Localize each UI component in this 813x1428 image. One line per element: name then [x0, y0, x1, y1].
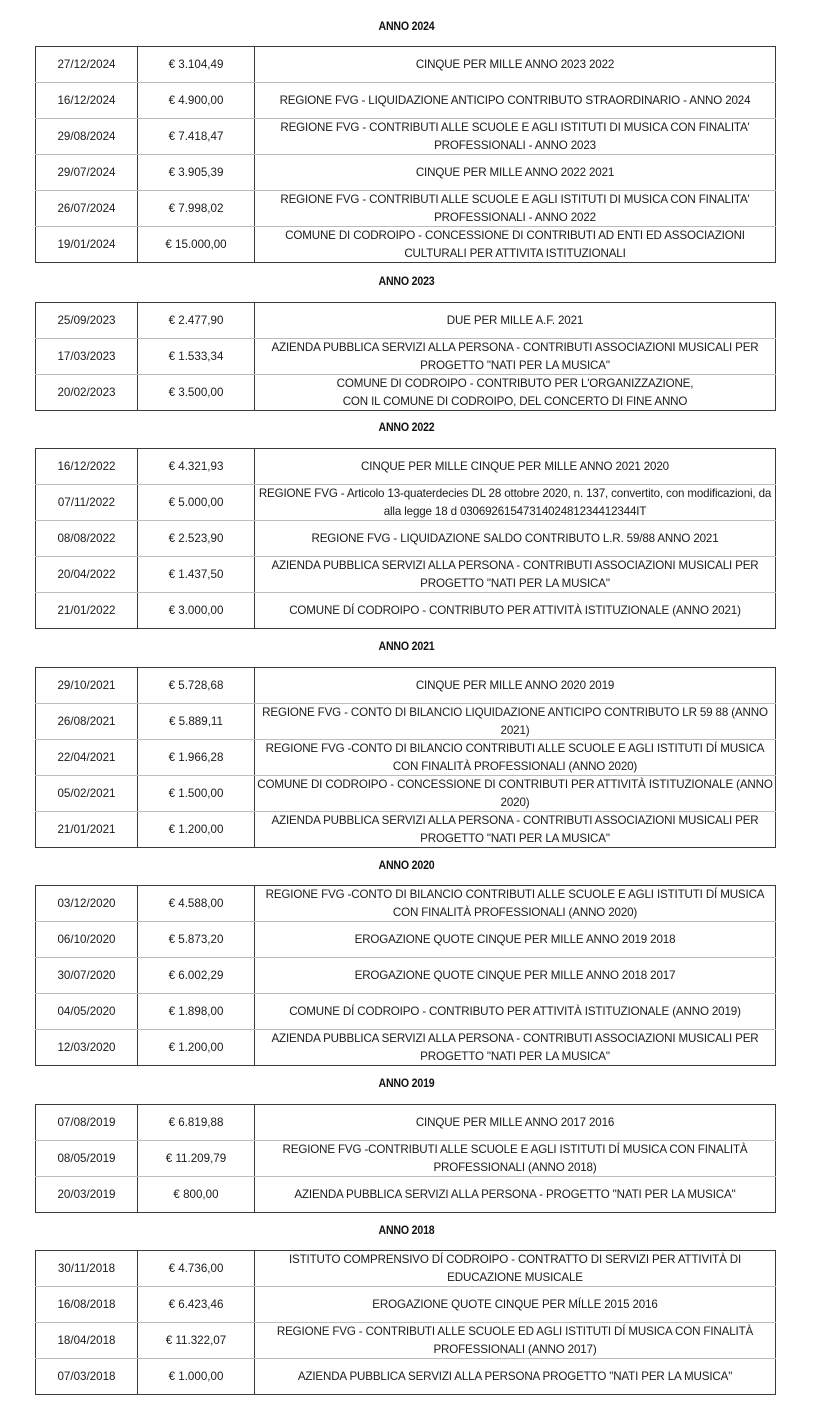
amount-cell: € 6.002,29	[138, 958, 255, 994]
description-cell: REGIONE FVG - LIQUIDAZIONE SALDO CONTRIBUTO L.R. 59/88 ANNO 2021	[255, 521, 776, 557]
description-cell: REGIONE FVG - Articolo 13-quaterdecies DL 28 ottobre 2020, n. 137, convertito, con modificazioni, da alla legge 18 d 0306926154731402481234412344IT	[255, 485, 776, 521]
table-row	[36, 922, 776, 958]
description-cell: ISTITUTO COMPRENSIVO DÍ CODROIPO - CONTRATTO DI SERVIZI PER ATTIVITÀ DI EDUCAZIONE MUSICALE	[255, 1251, 776, 1287]
date-cell: 30/11/2018	[36, 1251, 138, 1287]
amount-cell: € 4.321,93	[138, 449, 255, 485]
description-cell: DUE PER MILLE A.F. 2021	[255, 303, 776, 339]
date-cell: 25/09/2023	[36, 303, 138, 339]
amount-cell: € 15.000,00	[138, 227, 255, 263]
table-row	[36, 668, 776, 704]
description-cell: EROGAZIONE QUOTE CINQUE PER MILLE ANNO 2018 2017	[255, 958, 776, 994]
amount-cell: € 11.209,79	[138, 1141, 255, 1177]
description-cell: AZIENDA PUBBLICA SERVIZI ALLA PERSONA PROGETTO "NATI PER LA MUSICA"	[255, 1359, 776, 1395]
amount-cell: € 1.200,00	[138, 812, 255, 848]
description-cell: EROGAZIONE QUOTE CINQUE PER MÍLLE 2015 2016	[255, 1287, 776, 1323]
year-heading-2021: ANNO 2021	[378, 641, 435, 653]
table-row	[36, 303, 776, 339]
date-cell: 22/04/2021	[36, 740, 138, 776]
year-heading-2018: ANNO 2018	[378, 1225, 435, 1237]
description-cell: REGIONE FVG -CONTRIBUTI ALLE SCUOLE E AGLI ISTITUTI DÍ MUSICA CON FINALITÀ PROFESSIONALI (ANNO 2018)	[255, 1141, 776, 1177]
funds-table-2019	[35, 1104, 776, 1213]
table-row	[36, 1287, 776, 1323]
table-row	[36, 339, 776, 375]
date-cell: 19/01/2024	[36, 227, 138, 263]
amount-cell: € 1.200,00	[138, 1030, 255, 1066]
table-row	[36, 1359, 776, 1395]
table-row	[36, 375, 776, 411]
table-row	[36, 227, 776, 263]
description-cell: REGIONE FVG - LIQUIDAZIONE ANTICIPO CONTRIBUTO STRAORDINARIO - ANNO 2024	[255, 83, 776, 119]
year-heading-2020: ANNO 2020	[378, 860, 435, 872]
amount-cell: € 3.000,00	[138, 593, 255, 629]
date-cell: 17/03/2023	[36, 339, 138, 375]
date-cell: 16/12/2022	[36, 449, 138, 485]
date-cell: 16/08/2018	[36, 1287, 138, 1323]
year-heading-2022: ANNO 2022	[378, 422, 435, 434]
description-cell: CINQUE PER MILLE CINQUE PER MILLE ANNO 2021 2020	[255, 449, 776, 485]
date-cell: 29/10/2021	[36, 668, 138, 704]
table-row	[36, 485, 776, 521]
year-heading-2023: ANNO 2023	[378, 276, 435, 288]
date-cell: 05/02/2021	[36, 776, 138, 812]
date-cell: 06/10/2020	[36, 922, 138, 958]
amount-cell: € 7.418,47	[138, 119, 255, 155]
table-row	[36, 449, 776, 485]
date-cell: 20/04/2022	[36, 557, 138, 593]
description-cell: COMUNE DÍ CODROIPO - CONTRIBUTO PER ATTIVITÀ ISTITUZIONALE (ANNO 2019)	[255, 994, 776, 1030]
amount-cell: € 11.322,07	[138, 1323, 255, 1359]
date-cell: 08/08/2022	[36, 521, 138, 557]
description-cell: AZIENDA PUBBLICA SERVIZI ALLA PERSONA - CONTRIBUTI ASSOCIAZIONI MUSICALI PER PROGETTO "NATI PER LA MUSICA"	[255, 557, 776, 593]
description-cell: COMUNE DI CODROIPO - CONCESSIONE DI CONTRIBUTI PER ATTIVITÀ ISTITUZIONALE (ANNO 2020)	[255, 776, 776, 812]
date-cell: 07/08/2019	[36, 1105, 138, 1141]
amount-cell: € 1.533,34	[138, 339, 255, 375]
amount-cell: € 6.423,46	[138, 1287, 255, 1323]
description-cell: AZIENDA PUBBLICA SERVIZI ALLA PERSONA - PROGETTO "NATI PER LA MUSICA"	[255, 1177, 776, 1213]
amount-cell: € 1.966,28	[138, 740, 255, 776]
table-row	[36, 812, 776, 848]
funds-table-2018	[35, 1250, 776, 1395]
amount-cell: € 4.900,00	[138, 83, 255, 119]
description-cell: REGIONE FVG -CONTO DI BILANCIO CONTRIBUTI ALLE SCUOLE E AGLI ISTITUTI DÍ MUSICA CON FINALITÀ PROFESSIONALI (ANNO 2020)	[255, 740, 776, 776]
date-cell: 21/01/2021	[36, 812, 138, 848]
amount-cell: € 6.819,88	[138, 1105, 255, 1141]
description-cell: COMUNE DI CODROIPO - CONCESSIONE DI CONTRIBUTI AD ENTI ED ASSOCIAZIONI CULTURALI PER ATTIVITA ISTITUZIONALI	[255, 227, 776, 263]
description-cell: CINQUE PER MILLE ANNO 2020 2019	[255, 668, 776, 704]
date-cell: 27/12/2024	[36, 47, 138, 83]
description-cell: CINQUE PER MILLE ANNO 2022 2021	[255, 155, 776, 191]
table-row	[36, 1105, 776, 1141]
date-cell: 08/05/2019	[36, 1141, 138, 1177]
description-cell: CINQUE PER MILLE ANNO 2017 2016	[255, 1105, 776, 1141]
date-cell: 07/03/2018	[36, 1359, 138, 1395]
description-cell: AZIENDA PUBBLICA SERVIZI ALLA PERSONA - CONTRIBUTI ASSOCIAZIONI MUSICALI PER PROGETTO "NATI PER LA MUSICA"	[255, 339, 776, 375]
table-row	[36, 1030, 776, 1066]
date-cell: 03/12/2020	[36, 886, 138, 922]
table-row	[36, 740, 776, 776]
funds-table-2020	[35, 885, 776, 1066]
date-cell: 20/02/2023	[36, 375, 138, 411]
description-cell: REGIONE FVG - CONTRIBUTI ALLE SCUOLE E AGLI ISTITUTI DI MUSICA CON FINALITA' PROFESSIONALI - ANNO 2023	[255, 119, 776, 155]
amount-cell: € 3.905,39	[138, 155, 255, 191]
funds-table-2022	[35, 448, 776, 629]
table-row	[36, 521, 776, 557]
description-cell: AZIENDA PUBBLICA SERVIZI ALLA PERSONA - CONTRIBUTI ASSOCIAZIONI MUSICALI PER PROGETTO "NATI PER LA MUSICA"	[255, 1030, 776, 1066]
date-cell: 26/08/2021	[36, 704, 138, 740]
amount-cell: € 2.477,90	[138, 303, 255, 339]
description-cell: COMUNE DI CODROIPO - CONTRIBUTO PER L'ORGANIZZAZIONE, CON IL COMUNE DI CODROIPO, DEL CONCERTO DI FINE ANNO	[255, 375, 776, 411]
funds-table-2021	[35, 667, 776, 848]
amount-cell: € 5.000,00	[138, 485, 255, 521]
amount-cell: € 1.898,00	[138, 994, 255, 1030]
table-row	[36, 47, 776, 83]
amount-cell: € 1.437,50	[138, 557, 255, 593]
date-cell: 21/01/2022	[36, 593, 138, 629]
description-cell: REGIONE FVG - CONTO DI BILANCIO LIQUIDAZIONE ANTICIPO CONTRIBUTO LR 59 88 (ANNO 2021)	[255, 704, 776, 740]
amount-cell: € 5.873,20	[138, 922, 255, 958]
amount-cell: € 800,00	[138, 1177, 255, 1213]
description-cell: COMUNE DÍ CODROIPO - CONTRIBUTO PER ATTIVITÀ ISTITUZIONALE (ANNO 2021)	[255, 593, 776, 629]
description-cell: CINQUE PER MILLE ANNO 2023 2022	[255, 47, 776, 83]
date-cell: 26/07/2024	[36, 191, 138, 227]
year-heading-2024: ANNO 2024	[378, 21, 435, 33]
date-cell: 20/03/2019	[36, 1177, 138, 1213]
amount-cell: € 5.889,11	[138, 704, 255, 740]
table-row	[36, 704, 776, 740]
table-row	[36, 155, 776, 191]
description-cell: REGIONE FVG -CONTO DI BILANCIO CONTRIBUTI ALLE SCUOLE E AGLI ISTITUTI DÍ MUSICA CON FINALITÀ PROFESSIONALI (ANNO 2020)	[255, 886, 776, 922]
funds-table-2023	[35, 302, 776, 411]
amount-cell: € 4.736,00	[138, 1251, 255, 1287]
date-cell: 12/03/2020	[36, 1030, 138, 1066]
table-row	[36, 1141, 776, 1177]
table-row	[36, 886, 776, 922]
year-heading-2019: ANNO 2019	[378, 1078, 435, 1090]
description-cell: REGIONE FVG - CONTRIBUTI ALLE SCUOLE ED AGLI ISTITUTI DÍ MUSICA CON FINALITÀ PROFESSIONALI (ANNO 2017)	[255, 1323, 776, 1359]
table-row	[36, 191, 776, 227]
date-cell: 18/04/2018	[36, 1323, 138, 1359]
table-row	[36, 1177, 776, 1213]
date-cell: 30/07/2020	[36, 958, 138, 994]
amount-cell: € 7.998,02	[138, 191, 255, 227]
description-cell: REGIONE FVG - CONTRIBUTI ALLE SCUOLE E AGLI ISTITUTI DI MUSICA CON FINALITA' PROFESSIONALI - ANNO 2022	[255, 191, 776, 227]
amount-cell: € 3.104,49	[138, 47, 255, 83]
amount-cell: € 3.500,00	[138, 375, 255, 411]
date-cell: 04/05/2020	[36, 994, 138, 1030]
table-row	[36, 958, 776, 994]
description-cell: AZIENDA PUBBLICA SERVIZI ALLA PERSONA - CONTRIBUTI ASSOCIAZIONI MUSICALI PER PROGETTO "NATI PER LA MUSICA"	[255, 812, 776, 848]
amount-cell: € 5.728,68	[138, 668, 255, 704]
date-cell: 07/11/2022	[36, 485, 138, 521]
table-row	[36, 119, 776, 155]
table-row	[36, 557, 776, 593]
description-cell: EROGAZIONE QUOTE CINQUE PER MILLE ANNO 2019 2018	[255, 922, 776, 958]
table-row	[36, 1323, 776, 1359]
date-cell: 29/07/2024	[36, 155, 138, 191]
table-row	[36, 83, 776, 119]
funds-table-2024	[35, 46, 776, 263]
table-row	[36, 776, 776, 812]
table-row	[36, 1251, 776, 1287]
amount-cell: € 1.500,00	[138, 776, 255, 812]
amount-cell: € 2.523,90	[138, 521, 255, 557]
table-row	[36, 593, 776, 629]
amount-cell: € 1.000,00	[138, 1359, 255, 1395]
table-row	[36, 994, 776, 1030]
amount-cell: € 4.588,00	[138, 886, 255, 922]
date-cell: 29/08/2024	[36, 119, 138, 155]
date-cell: 16/12/2024	[36, 83, 138, 119]
